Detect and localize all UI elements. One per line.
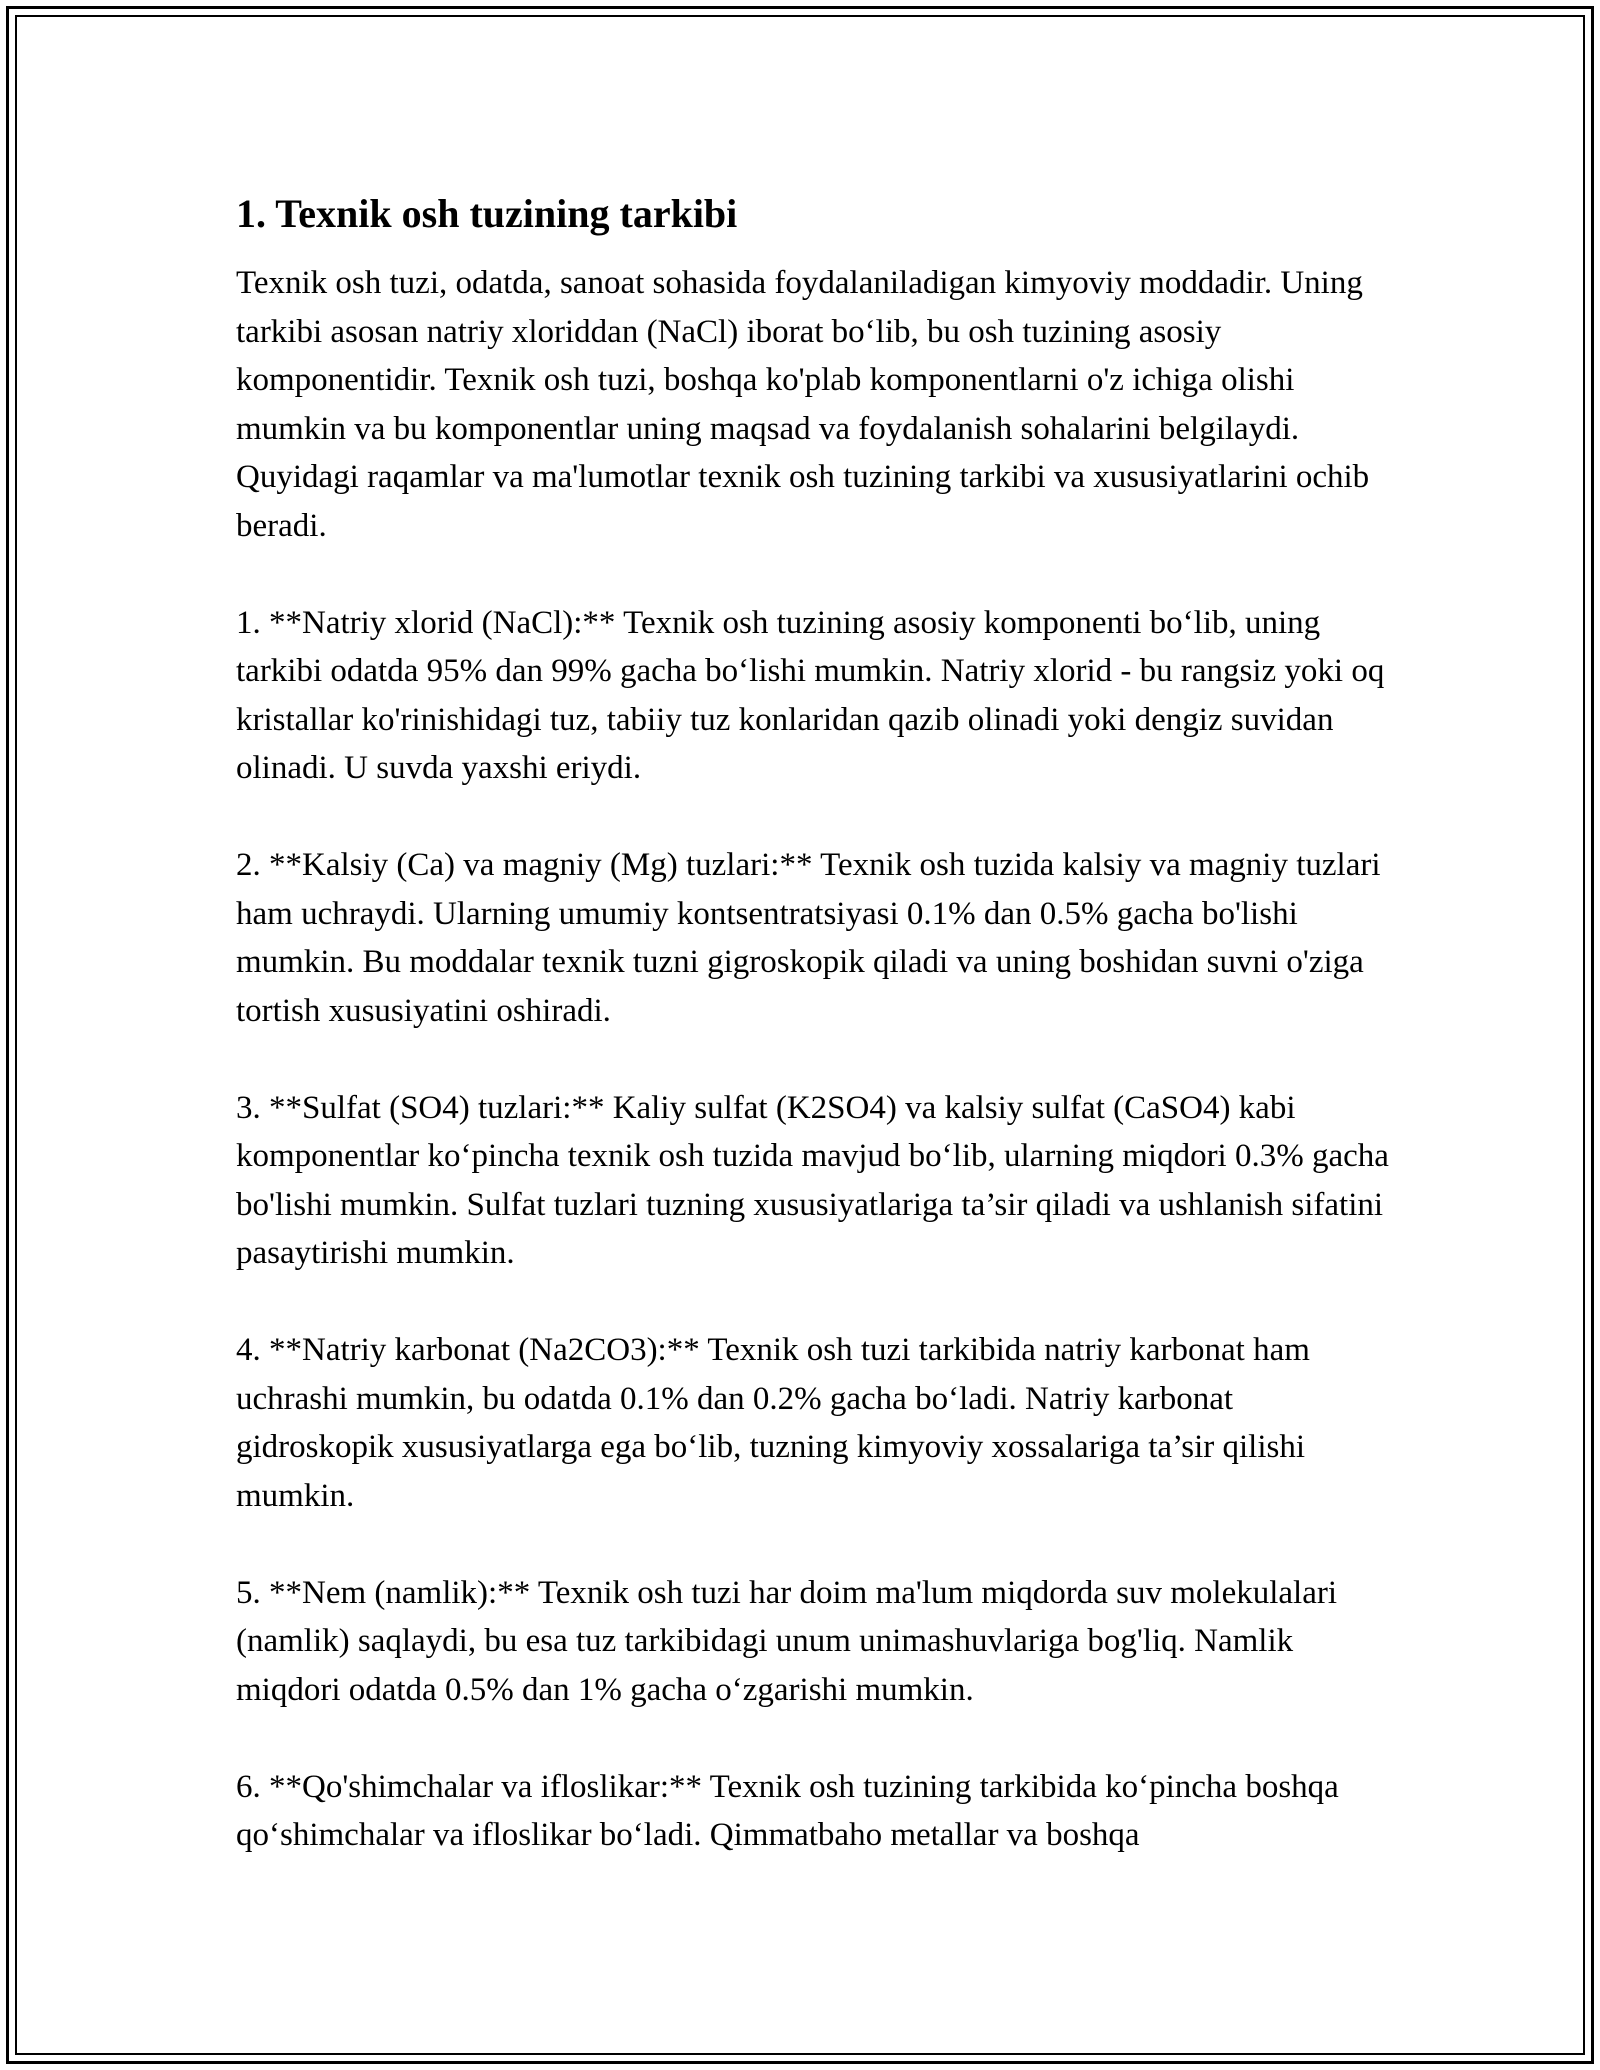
list-item-calcium-magnesium: 2. **Kalsiy (Ca) va magniy (Mg) tuzlari:** Texnik osh tuzida kalsiy va magniy tuzlari ham uchraydi. Ularning umumiy kontsentratsiyasi 0.1% dan 0.5% gacha bo'lishi mumkin. Bu moddalar texnik tuzni gigroskopik qiladi va uning boshidan suvni o'ziga tortish xususiyatini oshiradi.: [236, 847, 1381, 1029]
intro-paragraph: Texnik osh tuzi, odatda, sanoat sohasida foydalaniladigan kimyoviy moddadir. Uning tarkibi asosan natriy xloriddan (NaCl) iborat bo‘lib, bu osh tuzining asosiy komponentidir. Texnik osh tuzi, boshqa ko'plab komponentlarni o'z ichiga olishi mumkin va bu komponentlar uning maqsad va foydalanish sohalarini belgilaydi. Quyidagi raqamlar va ma'lumotlar texnik osh tuzining tarkibi va xususiyatlarini ochib beradi.: [236, 265, 1370, 544]
section-heading: 1. Texnik osh tuzining tarkibi: [236, 191, 738, 236]
list-item-sulfate: 3. **Sulfat (SO4) tuzlari:** Kaliy sulfat (K2SO4) va kalsiy sulfat (CaSO4) kabi komponentlar ko‘pincha texnik osh tuzida mavjud bo‘lib, ularning miqdori 0.3% gacha bo'lishi mumkin. Sulfat tuzlari tuzning xususiyatlariga ta’sir qiladi va ushlanish sifatini pasaytirishi mumkin.: [236, 1089, 1389, 1271]
list-item-sodium-chloride: 1. **Natriy xlorid (NaCl):** Texnik osh tuzining asosiy komponenti bo‘lib, uning tarkibi odatda 95% dan 99% gacha bo‘lishi mumkin. Natriy xlorid - bu rangsiz yoki oq kristallar ko'rinishidagi tuz, tabiiy tuz konlaridan qazib olinadi yoki dengiz suvidan olinadi. U suvda yaxshi eriydi.: [236, 604, 1385, 786]
document-body: [236, 188, 1396, 1860]
list-item-sodium-carbonate: 4. **Natriy karbonat (Na2CO3):** Texnik osh tuzi tarkibida natriy karbonat ham uchrashi mumkin, bu odatda 0.1% dan 0.2% gacha bo‘ladi. Natriy karbonat gidroskopik xususiyatlarga ega bo‘lib, tuzning kimyoviy xossalariga ta’sir qilishi mumkin.: [236, 1332, 1310, 1514]
list-item-additives: 6. **Qo'shimchalar va ifloslikar:** Texnik osh tuzining tarkibida ko‘pincha boshqa qo‘shimchalar va ifloslikar bo‘ladi. Qimmatbaho metallar va boshqa: [236, 1768, 1339, 1853]
list-item-moisture: 5. **Nem (namlik):** Texnik osh tuzi har doim ma'lum miqdorda suv molekulalari (namlik) saqlaydi, bu esa tuz tarkibidagi unum unimashuvlariga bog'liq. Namlik miqdori odatda 0.5% dan 1% gacha o‘zgarishi mumkin.: [236, 1574, 1338, 1708]
